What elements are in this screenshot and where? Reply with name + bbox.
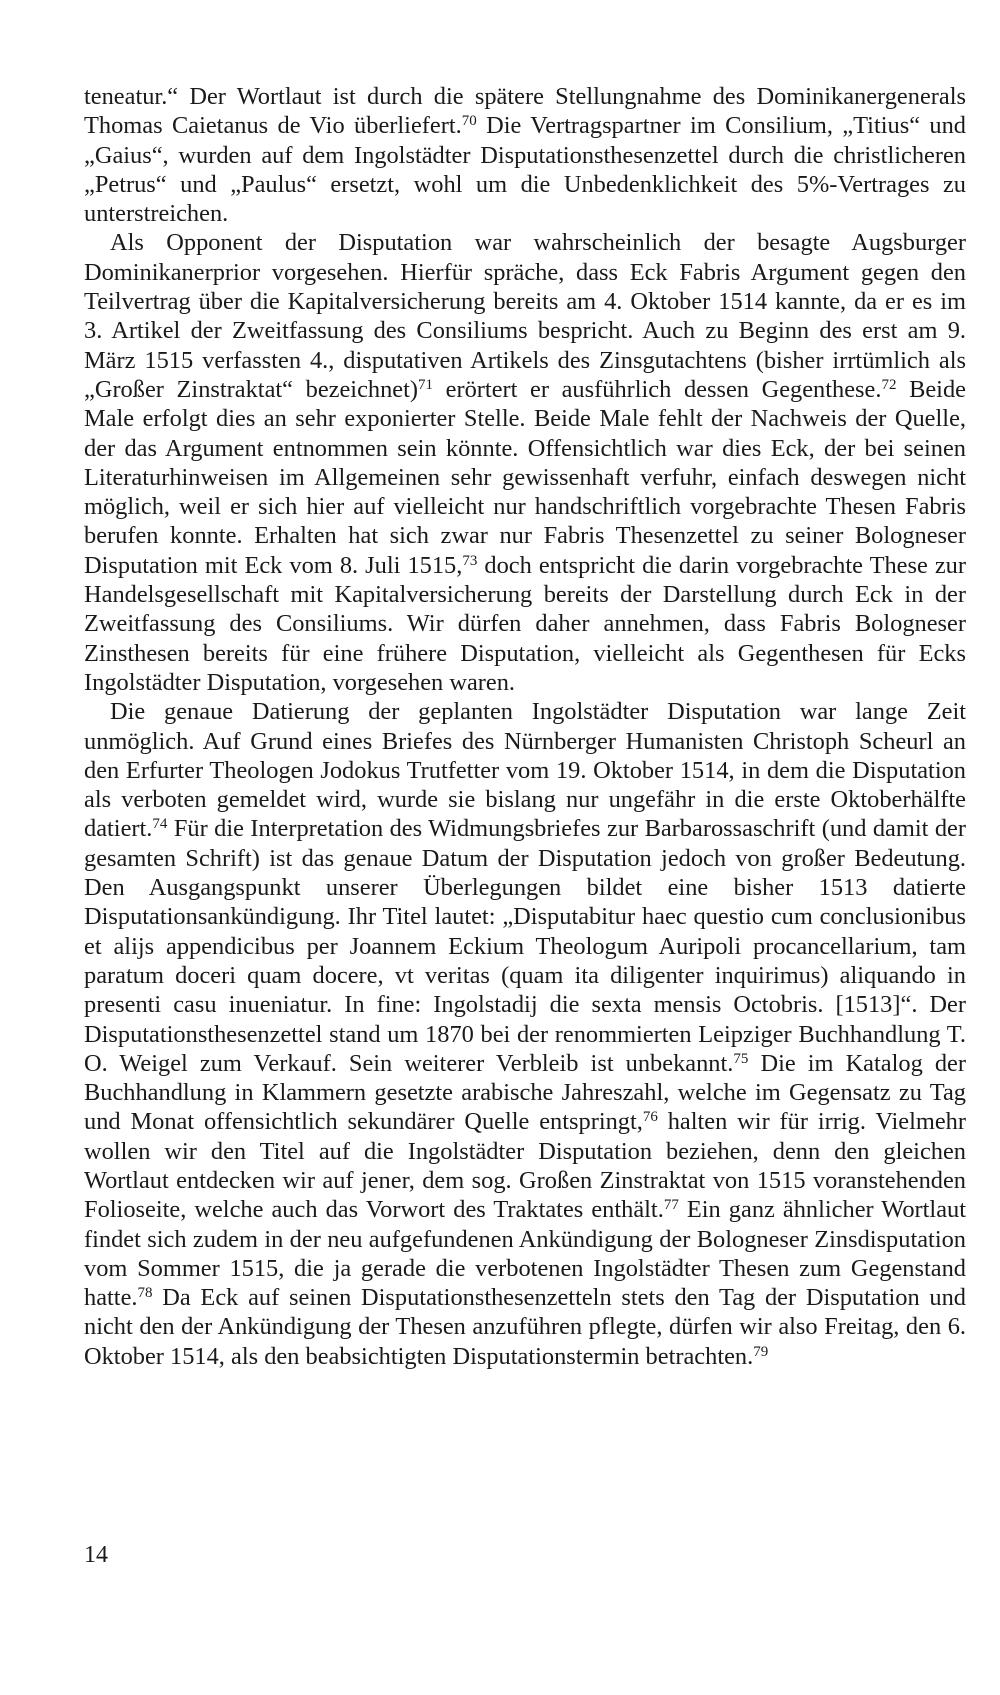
footnote-marker: 75 [733, 1050, 749, 1067]
paragraph-text: doch entspricht die darin vorgebrachte These zur Handelsgesellschaft mit Kapitalversicherung bereits der Darstellung durch Eck in der Zweitfassung des Consiliums. Wir dürfen daher annehmen, dass Fabris Bologneser Zinsthesen bereits für eine frühere Disputation, vielleicht als Gegenthesen für Ecks Ingolstädter Disputation, vorgesehen waren. [84, 551, 966, 696]
paragraph-text: Für die Interpretation des Widmungsbriefes zur Barbarossaschrift (und damit der gesamten Schrift) ist das genaue Datum der Disputation jedoch von großer Bedeutung. Den Ausgangspunkt unserer Überlegungen bildet eine bisher 1513 datierte Disputationsankündigung. Ihr Titel lautet: „Disputabitur haec questio cum conclusionibus et alijs appendicibus per Joannem Eckium Theologum Auripoli procancellarium, tam paratum doceri quam docere, vt veritas (quam ita diligenter inquirimus) aliquando in presenti casu inueniatur. In fine: Ingolstadij die sexta mensis Octobris. [1513]“. Der Disputationsthesenzettel stand um 1870 bei der renommierten Leipziger Buchhandlung T. O. Weigel zum Verkauf. Sein weiterer Verbleib ist unbekannt. [84, 815, 966, 1077]
paragraph-text: teneatur.“ Der Wortlaut ist durch die spätere Stellungnahme des Dominikanergenerals Thomas Caietanus de Vio überliefert. [84, 83, 966, 140]
paragraph-text: halten wir für irrig. Vielmehr wollen wir den Titel auf die Ingolstädter Disputation beziehen, denn den gleichen Wortlaut entdecken wir auf jener, dem sog. Großen Zinstraktat von 1515 voranstehenden Folioseite, welche auch das Vorwort des Traktates enthält. [84, 1108, 966, 1224]
paragraph-3 [84, 697, 966, 1371]
footnote-marker: 74 [152, 816, 168, 833]
footnote-marker: 77 [663, 1197, 679, 1214]
footnote-marker: 76 [642, 1109, 658, 1126]
paragraph-text: Da Eck auf seinen Disputationsthesenzetteln stets den Tag der Disputation und nicht den der Ankündigung der Thesen anzuführen pflegte, dürfen wir also Freitag, den 6. Oktober 1514, als den beabsichtigten Disputationstermin betrachten. [84, 1284, 966, 1370]
paragraph-text: Die genaue Datierung der geplanten Ingolstädter Disputation war lange Zeit unmöglich. Auf Grund eines Briefes des Nürnberger Humanisten Christoph Scheurl an den Erfurter Theologen Jodokus Trutfetter vom 19. Oktober 1514, in dem die Disputation als verboten gemeldet wird, wurde sie bislang nur ungefähr in die erste Oktoberhälfte datiert. [84, 698, 966, 843]
footnote-marker: 70 [461, 113, 477, 130]
footnote-marker: 78 [137, 1284, 153, 1301]
paragraph-2 [84, 228, 966, 697]
paragraph-text: Beide Male erfolgt dies an sehr exponierter Stelle. Beide Male fehlt der Nachweis der Quelle, der das Argument entnommen sein könnte. Offensichtlich war dies Eck, der bei seinen Literaturhinweisen im Allgemeinen sehr gewissenhaft verfuhr, einfach deswegen nicht möglich, weil er sich hier auf vielleicht nur handschriftlich vorgebrachte Thesen Fabris berufen konnte. Erhalten hat sich zwar nur Fabris Thesenzettel zu seiner Bologneser Disputation mit Eck vom 8. Juli 1515, [84, 375, 966, 579]
paragraph-text: Die im Katalog der Buchhandlung in Klammern gesetzte arabische Jahreszahl, welche im Gegensatz zu Tag und Monat offensichtlich sekundärer Quelle entspringt, [84, 1049, 966, 1136]
page-number: 14 [84, 1542, 108, 1568]
footnote-marker: 71 [418, 376, 434, 393]
paragraph-1 [84, 82, 966, 228]
paragraph-text: Die Vertragspartner im Consilium, „Titius“ und „Gaius“, wurden auf dem Ingolstädter Disputationsthesenzettel durch die christlicheren „Petrus“ und „Paulus“ ersetzt, wohl um die Unbedenklichkeit des 5%-Vertrages zu unterstreichen. [84, 112, 967, 228]
footnote-marker: 72 [881, 376, 897, 393]
page-body [84, 82, 966, 1371]
paragraph-text: erörtert er ausführlich dessen Gegenthese. [433, 375, 882, 403]
footnote-marker: 79 [753, 1343, 769, 1360]
paragraph-text: Ein ganz ähnlicher Wortlaut findet sich zudem in der neu aufgefundenen Ankündigung der Bologneser Zinsdisputation vom Sommer 1515, die ja gerade die verbotenen Ingolstädter Thesen zum Gegenstand hatte. [84, 1196, 966, 1312]
footnote-marker: 73 [462, 552, 478, 569]
paragraph-text: Als Opponent der Disputation war wahrscheinlich der besagte Augsburger Dominikanerprior vorgesehen. Hierfür spräche, dass Eck Fabris Argument gegen den Teilvertrag über die Kapitalversicherung bereits am 4. Oktober 1514 kannte, da er es im 3. Artikel der Zweitfassung des Consiliums bespricht. Auch zu Beginn des erst am 9. März 1515 verfassten 4., disputativen Artikels des Zinsgutachtens (bisher irrtümlich als „Großer Zinstraktat“ bezeichnet) [84, 229, 966, 403]
